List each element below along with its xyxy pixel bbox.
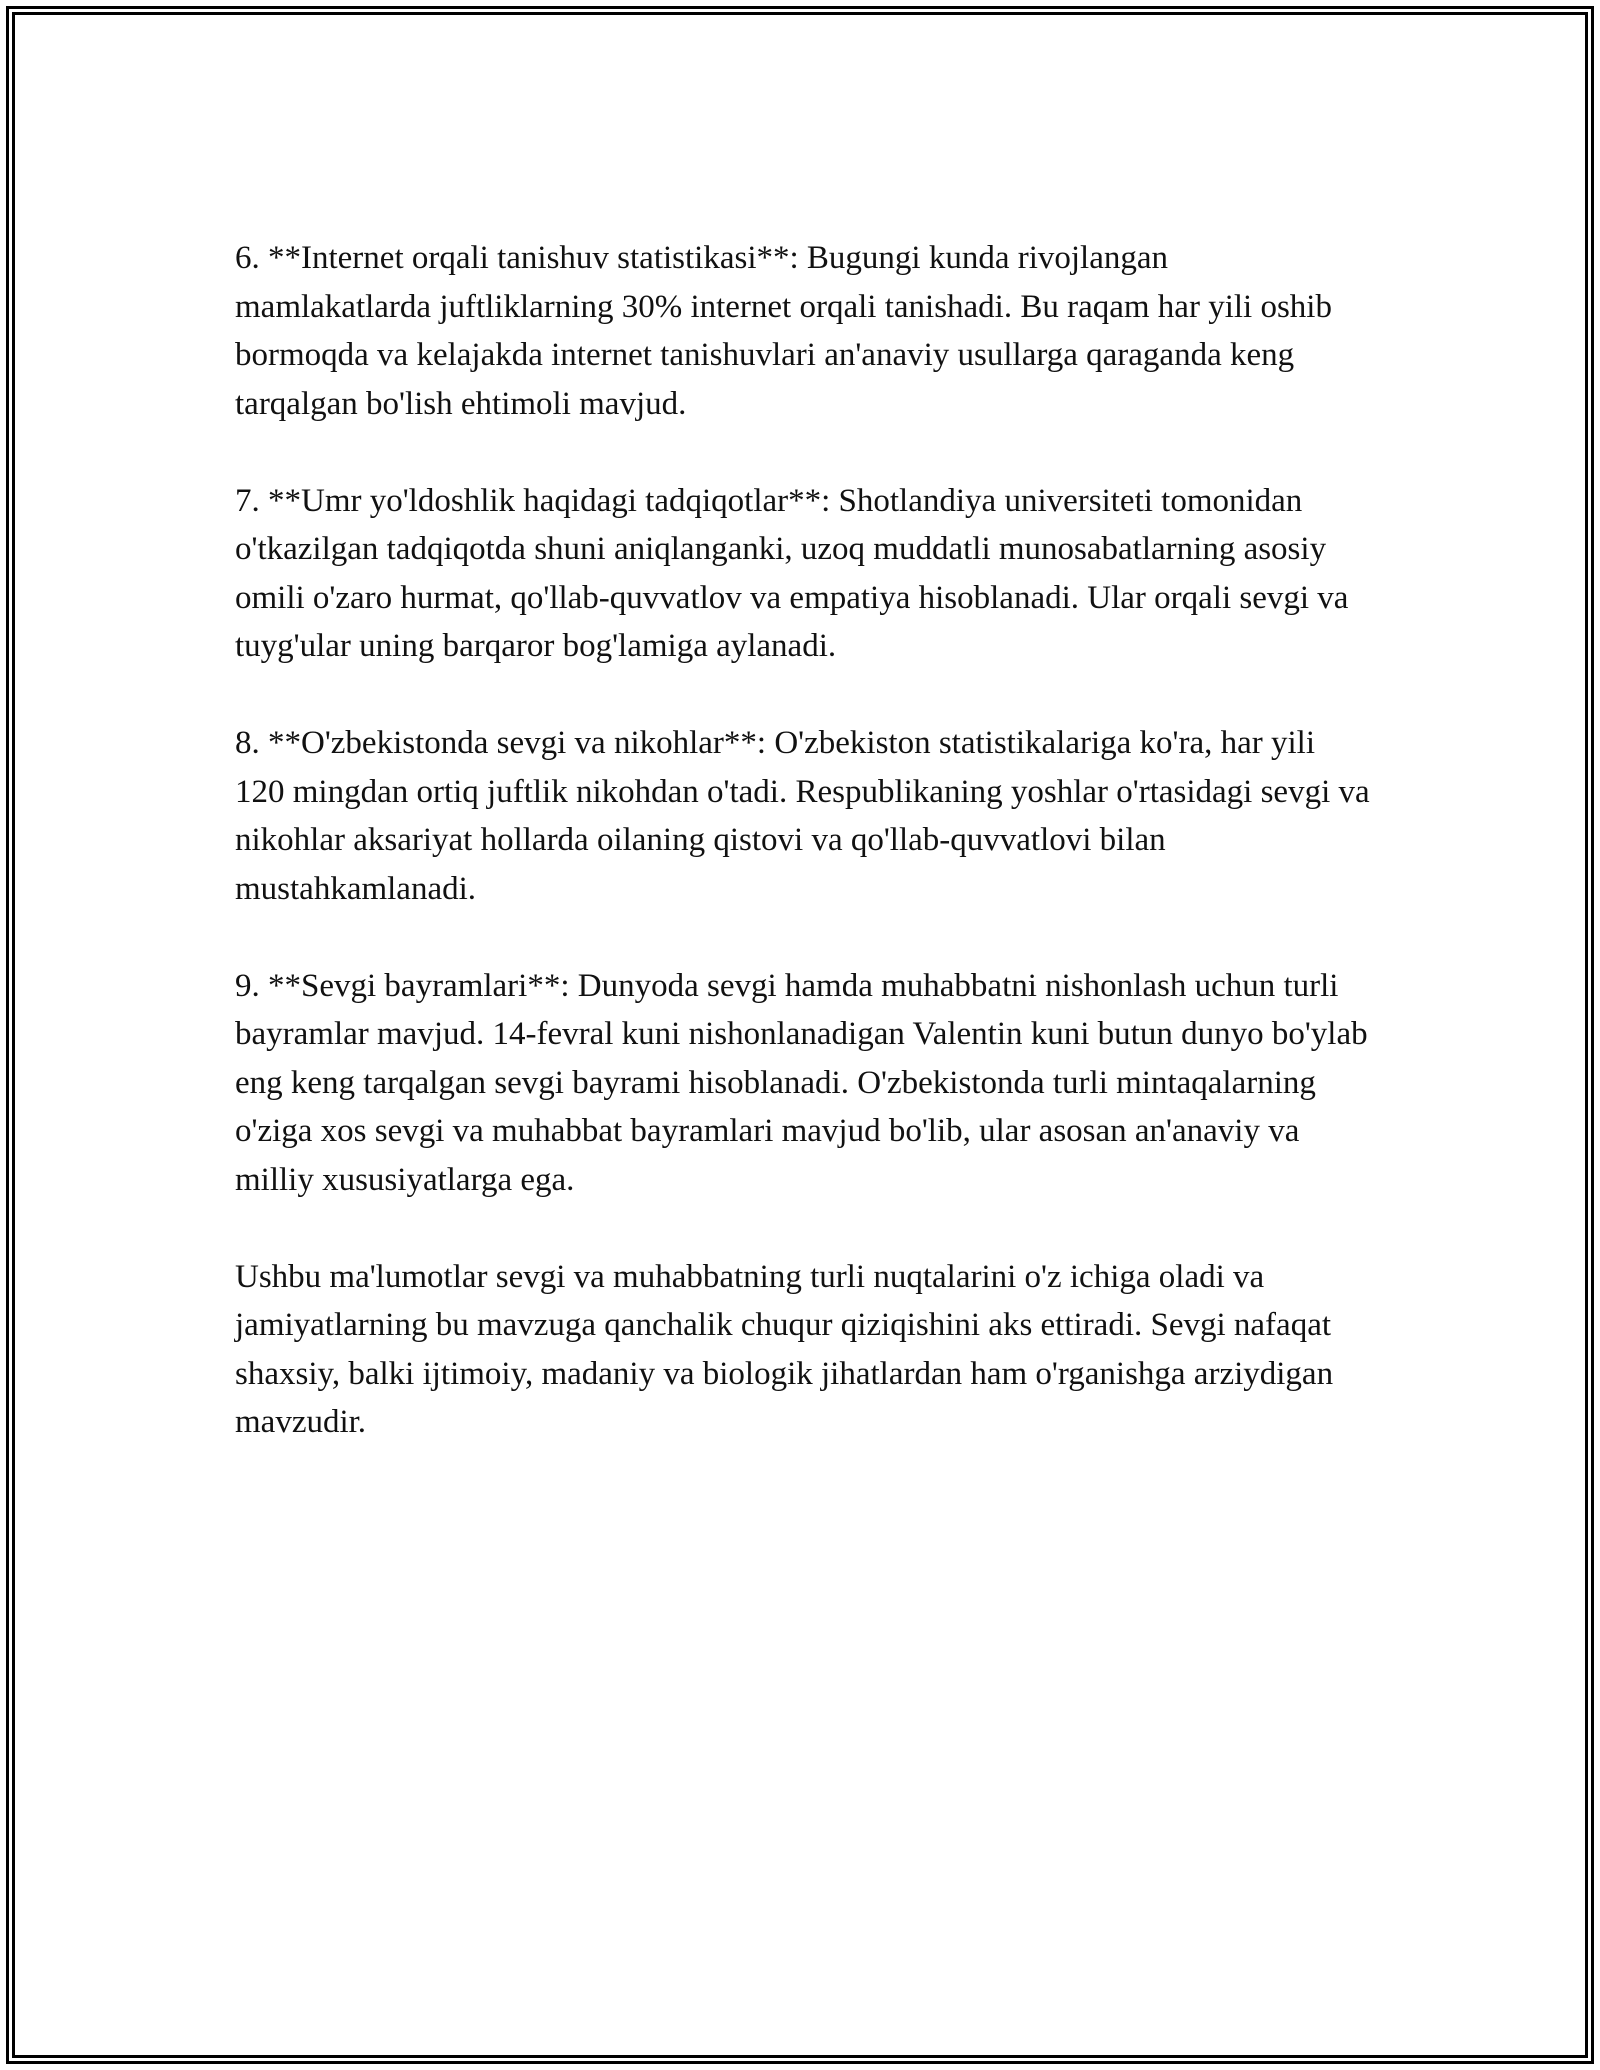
paragraph-uzbekistan-marriages: 8. **O'zbekistonda sevgi va nikohlar**: O'zbekiston statistikalariga ko'ra, har yili 120 mingdan ortiq juftlik nikohdan o'tadi. Respublikaning yoshlar o'rtasidagi sevgi va nikohlar aksariyat hollarda oilaning qistovi va qo'llab-quvvatlovi bilan mustahkamlanadi. bbox=[235, 725, 1370, 907]
paragraph-conclusion: Ushbu ma'lumotlar sevgi va muhabbatning turli nuqtalarini o'z ichiga oladi va jamiyatlarning bu mavzuga qanchalik chuqur qiziqishini aks ettiradi. Sevgi nafaqat shaxsiy, balki ijtimoiy, madaniy va biologik jihatlardan ham o'rganishga arziydigan mavzudir. bbox=[235, 1258, 1334, 1440]
paragraph-internet-dating: 6. **Internet orqali tanishuv statistikasi**: Bugungi kunda rivojlangan mamlakatlarda juftliklarning 30% internet orqali tanishadi. Bu raqam har yili oshib bormoqda va kelajakda internet tanishuvlari an'anaviy usullarga qaraganda keng tarqalgan bo'lish ehtimoli mavjud. bbox=[235, 240, 1332, 422]
paragraph-spouse-research: 7. **Umr yo'ldoshlik haqidagi tadqiqotlar**: Shotlandiya universiteti tomonidan o'tkazilgan tadqiqotda shuni aniqlanganki, uzoq muddatli munosabatlarning asosiy omili o'zaro hurmat, qo'llab-quvvatlov va empatiya hisoblanadi. Ular orqali sevgi va tuyg'ular uning barqaror bog'lamiga aylanadi. bbox=[235, 482, 1349, 664]
document-body bbox=[235, 234, 1370, 1447]
paragraph-love-holidays: 9. **Sevgi bayramlari**: Dunyoda sevgi hamda muhabbatni nishonlash uchun turli bayramlar mavjud. 14-fevral kuni nishonlanadigan Valentin kuni butun dunyo bo'ylab eng keng tarqalgan sevgi bayrami hisoblanadi. O'zbekistonda turli mintaqalarning o'ziga xos sevgi va muhabbat bayramlari mavjud bo'lib, ular asosan an'anaviy va milliy xususiyatlarga ega. bbox=[235, 967, 1368, 1198]
